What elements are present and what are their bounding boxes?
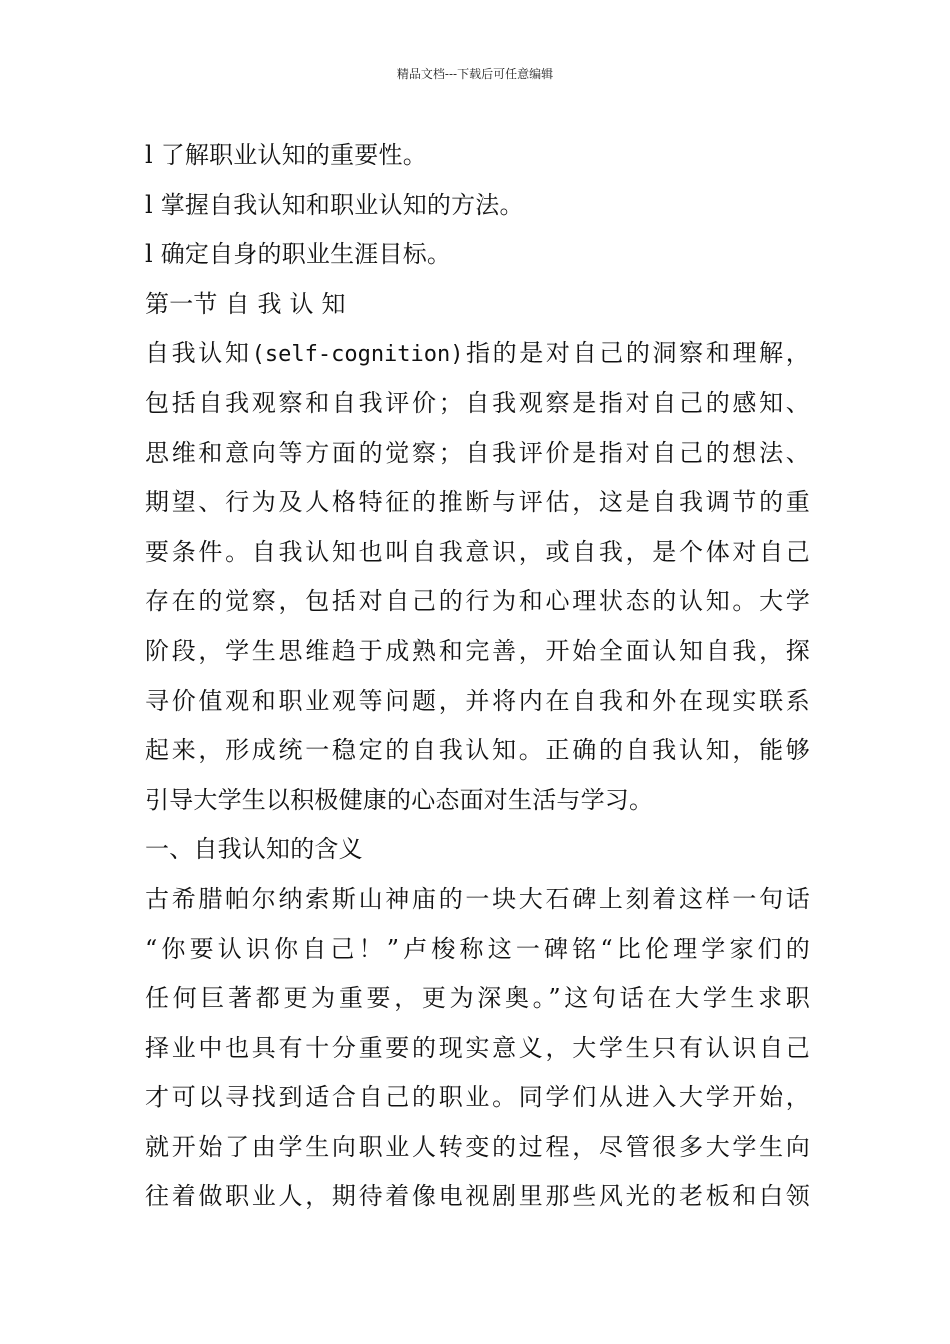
paragraph-1-line-1-pre: 自我认知 [145,339,252,368]
objective-item-2: l 掌握自我认知和职业认知的方法。 [145,190,524,219]
paragraph-1-line-1-post: 指的是对自己的洞察和理解， [463,339,810,368]
page-header: 精品文档---下载后可任意编辑 [396,67,554,81]
paragraph-1-line: 存在的觉察，包括对自己的行为和心理状态的认知。大学 [145,587,810,616]
objective-item-3: l 确定自身的职业生涯目标。 [145,240,452,269]
paragraph-1-line: 思维和意向等方面的觉察；自我评价是指对自己的想法、 [145,438,810,467]
objective-item-1: l 了解职业认知的重要性。 [145,141,427,169]
paragraph-1-line: 期望、行为及人格特征的推断与评估，这是自我调节的重 [145,488,810,517]
paragraph-1-line: 要条件。自我认知也叫自我意识，或自我，是个体对自己 [145,537,810,566]
document-body [145,131,810,1222]
paragraph-1-line: 起来，形成统一稳定的自我认知。正确的自我认知，能够 [145,736,810,765]
paragraph-1-last-line: 引导大学生以积极健康的心态面对生活与学习。 [145,785,654,814]
paragraph-1-line: 阶段，学生思维趋于成熟和完善，开始全面认知自我，探 [145,636,810,665]
paragraph-1-line-1 [145,329,810,379]
paragraph-2-line: 才可以寻找到适合自己的职业。同学们从进入大学开始， [145,1083,810,1112]
subsection-title: 一、自我认知的含义 [145,835,363,864]
paragraph-1-line: 包括自我观察和自我评价；自我观察是指对自己的感知、 [145,388,810,417]
paragraph-2-line: “你要认识你自己！”卢梭称这一碑铭“比伦理学家们的 [145,934,810,963]
paragraph-2-line: 古希腊帕尔纳索斯山神庙的一块大石碑上刻着这样一句话 [145,884,810,913]
paragraph-2-line: 就开始了由学生向职业人转变的过程，尽管很多大学生向 [145,1132,810,1161]
paragraph-1-english-term: (self-cognition) [251,342,464,368]
paragraph-1-line: 寻价值观和职业观等问题，并将内在自我和外在现实联系 [145,686,810,715]
section-title: 第一节 自 我 认 知 [145,289,346,318]
paragraph-2-line: 择业中也具有十分重要的现实意义，大学生只有认识自己 [145,1033,810,1062]
paragraph-2-line: 任何巨著都更为重要，更为深奥。”这句话在大学生求职 [145,984,810,1013]
paragraph-2-line: 往着做职业人，期待着像电视剧里那些风光的老板和白领 [145,1182,810,1211]
